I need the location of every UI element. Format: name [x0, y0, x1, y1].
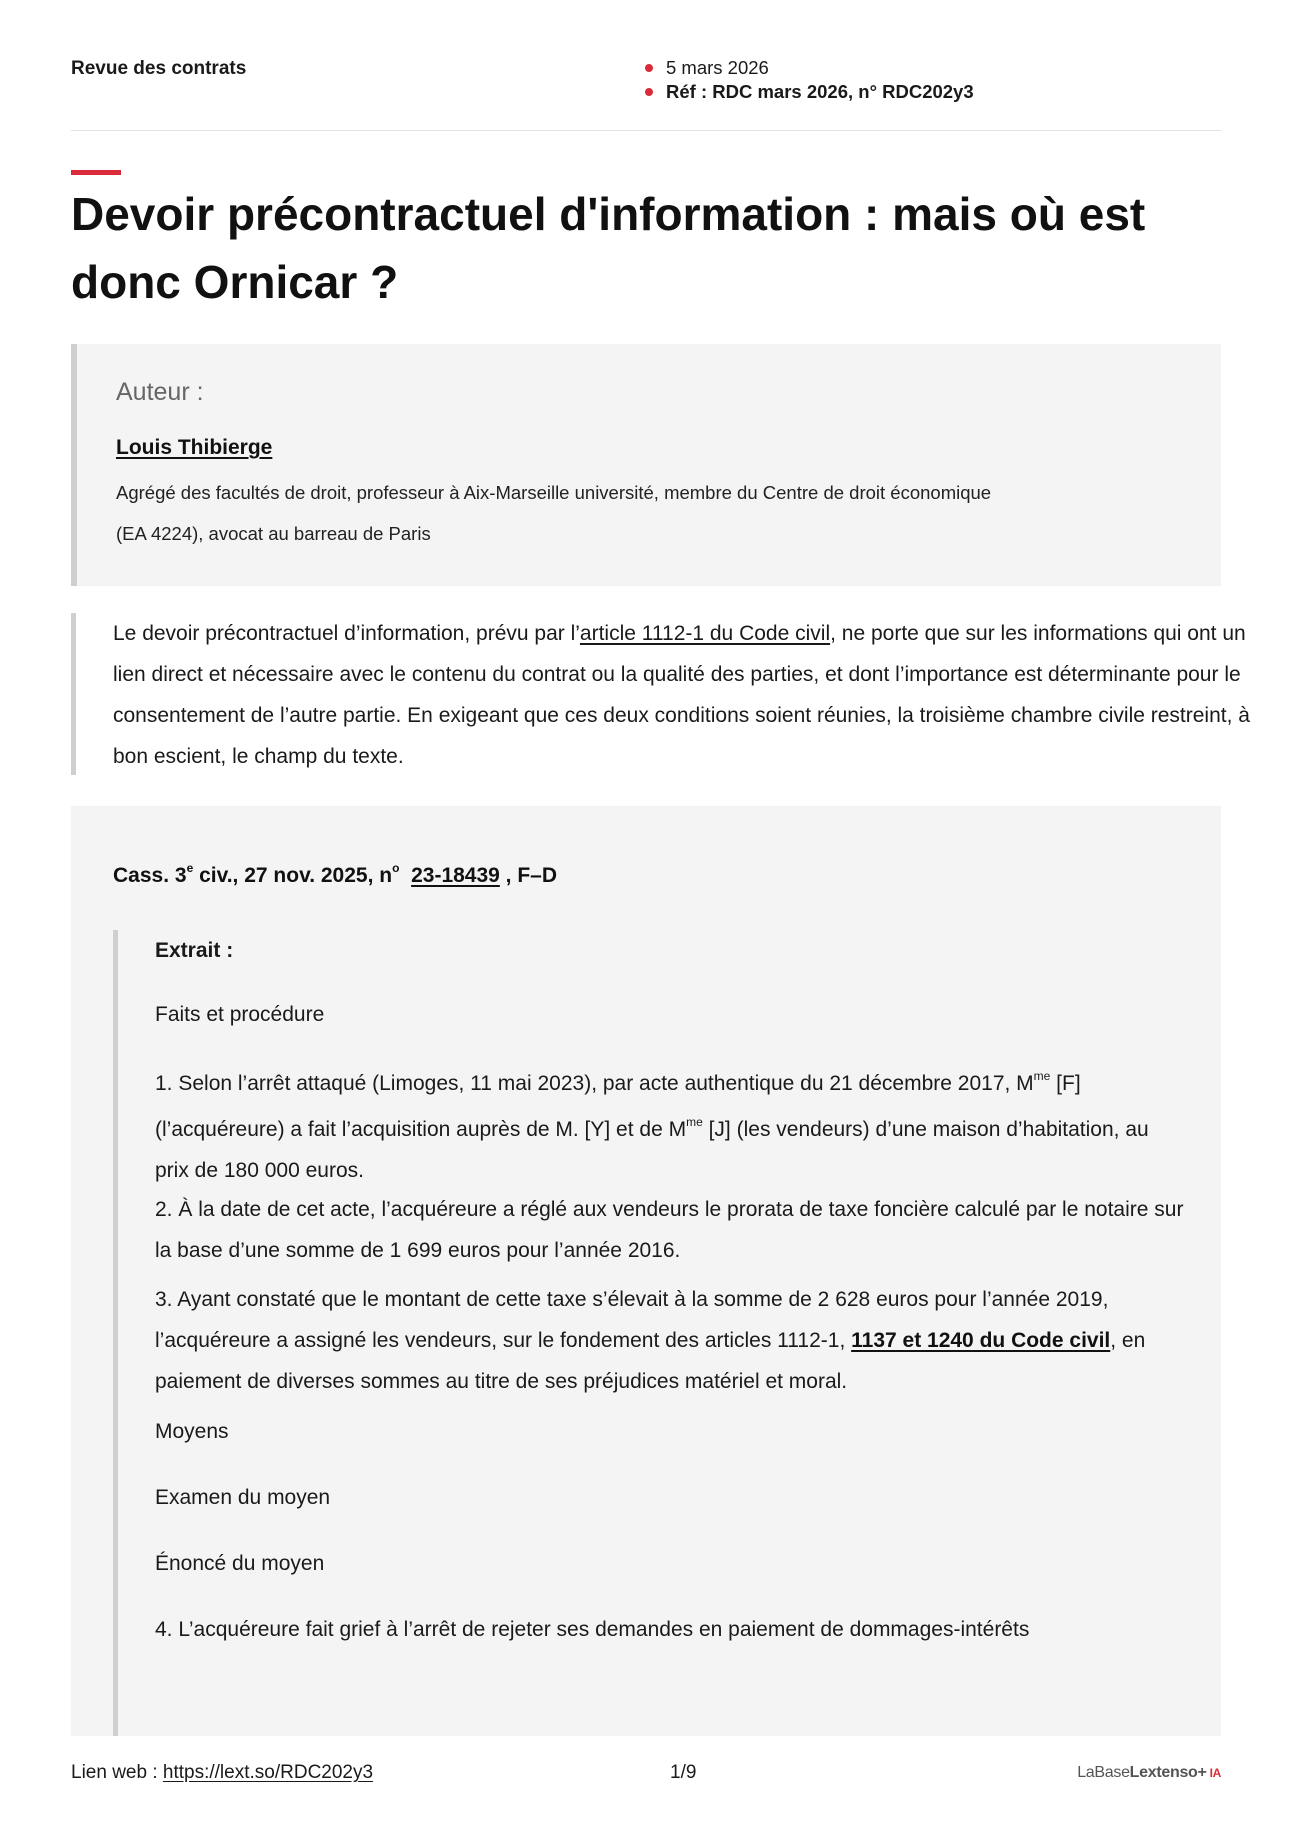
abstract-text [113, 613, 1253, 777]
p1-part-b: [F] (l’acquéreure) a fait l’acquisition auprès de M. [Y] et de M [155, 1072, 1081, 1141]
logo-part-2: Lextenso+ [1129, 1764, 1207, 1781]
p1-part-c: [J] (les vendeurs) d’une maison d’habitation, au prix de 180 000 euros. [155, 1118, 1149, 1182]
short-url-link[interactable]: https://lext.so/RDC202y3 [162, 1762, 374, 1783]
case-number-link[interactable]: 23-18439 [411, 864, 500, 887]
bullet-dot-icon [645, 64, 653, 72]
court-prefix: Cass. 3 [113, 864, 187, 887]
author-label: Auteur : [116, 378, 204, 406]
p1-sup-2: me [686, 1115, 703, 1129]
decision-suffix: , F–D [499, 864, 558, 887]
extract-label: Extrait : [155, 939, 234, 962]
extract-quote [113, 930, 1221, 1736]
p1-part-a: 1. Selon l’arrêt attaqué (Limoges, 11 mai 2023), par acte authentique du 21 décembre 2017, M [155, 1072, 1034, 1095]
court-sup: e [186, 861, 194, 875]
logo-part-1: LaBase [1077, 1764, 1130, 1781]
decision-block [71, 806, 1221, 1736]
logo-part-3: IA [1206, 1766, 1221, 1780]
page-title: Devoir précontractuel d'information : mais où est donc Ornicar ? [71, 188, 1146, 308]
paragraph-2: 2. À la date de cet acte, l’acquéreure a réglé aux vendeurs le prorata de taxe foncière calculé par le notaire sur la base d’une somme de 1 699 euros pour l’année 2016. [155, 1198, 1184, 1262]
number-sup: o [392, 861, 400, 875]
p3-part-a: 3. Ayant constaté que le montant de cette taxe s’élevait à la somme de 2 628 euros pour l’année 2019, l’acquéreure a assigné les vendeurs, sur le fondement des articles 1112-1, [155, 1288, 1109, 1352]
header [71, 56, 1221, 131]
p1-sup-1: me [1033, 1069, 1051, 1083]
abstract-text-end: , ne porte que sur les informations qui ont un lien direct et nécessaire avec le contenu du contrat ou la qualité des parties, et dont l’importance est déterminante pour le consentement de l’autre partie. En exigeant que ces deux conditions soient réunies, la troisième chambre civile restreint, à bon escient, le champ du texte. [113, 622, 1250, 768]
publication-date: 5 mars 2026 [666, 57, 769, 78]
abstract-text-start: Le devoir précontractuel d’information, prévu par l’ [113, 622, 580, 645]
reference: Réf : RDC mars 2026, n° RDC202y3 [666, 81, 974, 102]
article-meta [645, 56, 974, 104]
publication-name: Revue des contrats [71, 58, 247, 79]
p3-part-b: , en paiement de diverses sommes au titre de ses préjudices matériel et moral. [155, 1329, 1146, 1393]
court-mid: civ., 27 nov. 2025, n [193, 864, 393, 887]
author-box [71, 344, 1221, 586]
footer [71, 1762, 1221, 1792]
articles-1137-1240-link[interactable]: 1137 et 1240 du Code civil [851, 1329, 1111, 1352]
page-number: 1/9 [670, 1762, 697, 1783]
author-name-link[interactable]: Louis Thibierge [116, 436, 273, 459]
author-description: Agrégé des facultés de droit, professeur à Aix-Marseille université, membre du Centre de droit économique (EA 4224), avocat au barreau de Paris [116, 482, 992, 544]
meta-ref-row [645, 80, 974, 104]
title-accent-bar [71, 170, 121, 175]
heading-enonce: Énoncé du moyen [155, 1552, 325, 1575]
facts-heading: Faits et procédure [155, 1003, 325, 1026]
meta-date-row [645, 56, 974, 80]
heading-examen: Examen du moyen [155, 1486, 331, 1509]
paragraph-4: 4. L’acquéreure fait grief à l’arrêt de rejeter ses demandes en paiement de dommages-intérêts [155, 1618, 1030, 1641]
article-1112-1-link[interactable]: article 1112-1 du Code civil [579, 622, 831, 645]
lextenso-logo [1077, 1764, 1221, 1782]
footer-link-label: Lien web : [71, 1762, 163, 1783]
abstract [71, 613, 1250, 775]
heading-moyens: Moyens [155, 1420, 229, 1443]
paragraph-3 [155, 1279, 1185, 1402]
decision-title [113, 863, 557, 888]
footer-web-link [71, 1762, 373, 1784]
paragraph-1 [155, 1058, 1185, 1191]
bullet-dot-icon [645, 88, 653, 96]
